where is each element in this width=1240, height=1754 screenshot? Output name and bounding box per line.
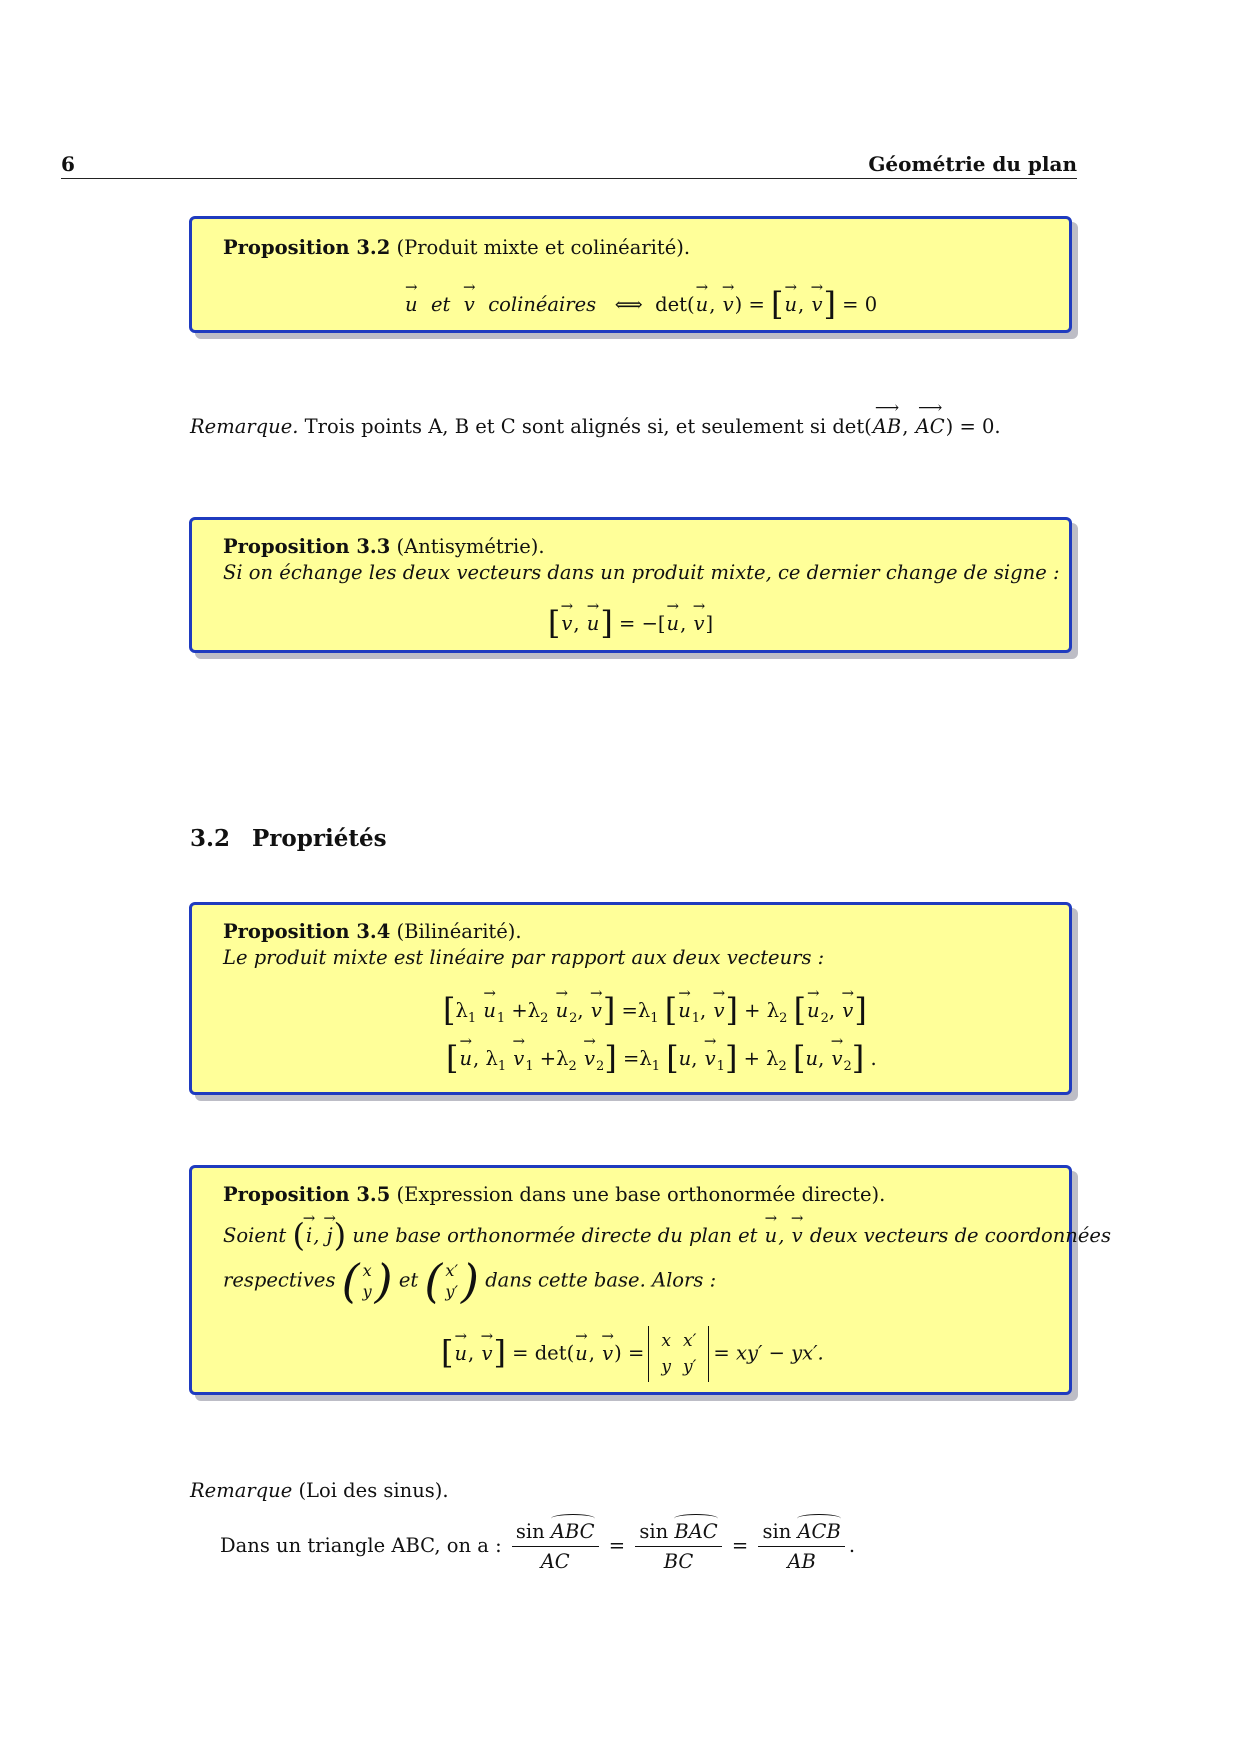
proposition-title: (Produit mixte et colinéarité). <box>396 236 691 259</box>
proposition-3-2-formula: → u et → v colinéaires ⟺ det(→ u, → v) = [→ u, → v] = 0 <box>404 285 877 323</box>
proposition-label: Proposition 3.2 <box>223 236 391 259</box>
proposition-3-4-box <box>189 902 1072 1095</box>
proposition-3-2-box <box>189 216 1072 333</box>
proposition-3-3-heading: Proposition 3.3 (Antisymétrie). <box>223 535 545 558</box>
law-of-sines-formula: Dans un triangle ABC, on a : $\frac{\text{sin ABC}}{AC}$ = $\frac{\text{sin BAC}}{BC}$ = $\frac{\text{sin ACB}}{AB}$ . <box>220 1520 856 1573</box>
proposition-3-3-statement: Si on échange les deux vecteurs dans un produit mixte, ce dernier change de signe : <box>223 561 1060 584</box>
proposition-3-3-formula: [→ v, → u] = −[→ u, → v] <box>192 604 1069 642</box>
proposition-3-5-box <box>189 1165 1111 1395</box>
proposition-3-5-line-2: respectives ( x y ) et ( x′ y′ ) dans cette base. Alors : <box>223 1254 717 1308</box>
proposition-3-5-heading: Proposition 3.5 (Expression dans une base orthonormée directe). <box>223 1183 886 1206</box>
determinant-formula: [→ u, → v] = det(→ u, → v) = x y x′ y′ = xy′ − yx′. <box>441 1326 824 1382</box>
bilinearity-formula-2: [→ u, $\lambda_1 \to v_1 +\lambda_2 \to v_2] =\lambda_1$ [u, → $v_1] + \lambda_2$ [u, → $v_2$] . <box>446 1039 877 1077</box>
proposition-3-5-line-1: Soient (→ i, → j) une base orthonormée directe du plan et → u, → v deux vecteurs de coordonnées <box>223 1216 1111 1254</box>
section-heading: 3.2 Propriétés <box>190 825 387 852</box>
remark-law-of-sines: Remarque (Loi des sinus). <box>190 1479 449 1502</box>
bilinearity-formula-1: [$\lambda_1 \to u_1 +\lambda_2 \to u_2$, → $v] =\lambda_1$ [→ $u_1$, → $v] + \lambda_2$ [→ $u_2$, → v] <box>443 991 867 1029</box>
proposition-3-4-statement: Le produit mixte est linéaire par rapport aux deux vecteurs : <box>223 946 825 969</box>
remark-collinear-points: Remarque. Trois points A, B et C sont alignés si, et seulement si det(⟶ AB, ⟶ AC) = 0. <box>190 415 1001 438</box>
running-head <box>61 150 1077 179</box>
page-number: 6 <box>61 152 75 176</box>
proposition-3-2-heading <box>223 236 690 259</box>
proposition-3-3-box <box>189 517 1072 653</box>
proposition-3-4-heading: Proposition 3.4 (Bilinéarité). <box>223 920 522 943</box>
running-title: Géométrie du plan <box>868 152 1077 176</box>
